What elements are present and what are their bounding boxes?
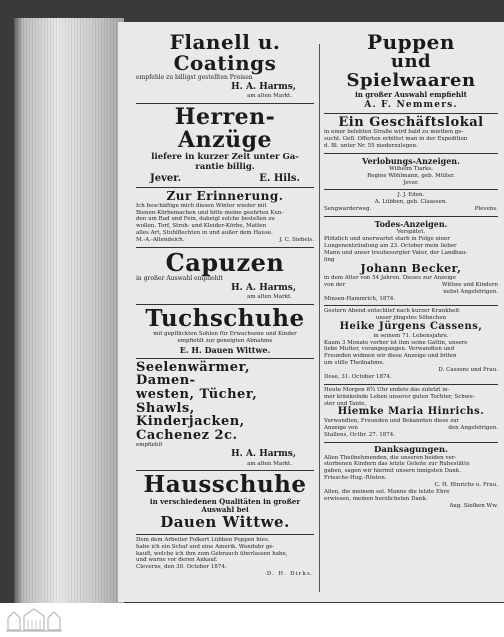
advertiser-name: C. H. Hinrichs u. Frau. [434, 482, 498, 489]
ad-text: Gestern Abend entschlief nach kurzer Krankheit [324, 308, 460, 315]
column-divider [319, 44, 320, 592]
ad-text: storbenen Kindern das letzte Geleite zur Ruhestätte [324, 461, 470, 468]
advertiser-name: J. C. Siebels. [279, 237, 314, 244]
ad-text: d. Bl. unter Nr. 55 niederzulegen. [324, 142, 418, 149]
ad-text: den Angehörigen. [448, 424, 498, 431]
ad-zur-erinnerung [136, 188, 314, 248]
ad-capuzen [136, 248, 314, 305]
right-column [324, 30, 498, 513]
ad-city: Jever. [150, 173, 182, 185]
advertiser-name: H. A. Harms, [231, 81, 296, 92]
ad-text: in seinem 71. Lebensjahre. [373, 332, 449, 339]
ad-flanell [136, 30, 314, 104]
ad-puppen [324, 30, 498, 114]
ad-text: Kaum 3 Monate vorher ist ihm seine Gattin, unsere [324, 339, 468, 346]
ad-text: in großer Auswahl empfiehlt [355, 89, 467, 99]
advertiser-name: H. A. Harms, [231, 282, 296, 293]
ad-text: rantie billig. [195, 162, 255, 173]
ad-text: und warne vor deren Ankauf. [136, 557, 218, 564]
advertiser-name: D. Cassens und Frau. [438, 367, 498, 374]
left-column [136, 30, 314, 581]
ad-title: und Spielwaaren [346, 51, 476, 91]
ad-text: in großer Auswahl empfiehlt [136, 275, 223, 283]
ad-text: Lungenentzündung am 23. October mein lieber [324, 242, 457, 249]
section-title: Todes-Anzeigen. [374, 219, 448, 230]
ad-title: Ein Geschäftslokal [338, 114, 484, 130]
ad-text: ling [324, 256, 335, 263]
ad-text: Wilhelm Tiarks. [389, 165, 433, 172]
deceased-name: Johann Becker, [360, 262, 462, 276]
ad-text: liefere in kurzer Zeit unter Ga- [151, 151, 299, 162]
ad-text: liebe Mutter, vorangegangen. Verwandten und [324, 346, 455, 353]
ad-text: kauft, welche ich ihm zum Gebrauch überlassen habe, [136, 550, 288, 557]
footer-strip [0, 603, 504, 637]
ad-title: Puppen [367, 30, 455, 54]
ad-tuchschuhe [136, 305, 314, 359]
ad-text: Verspätet. [396, 229, 426, 236]
ad-text: Bienen-Körbemachen und bitte meine geehrten Kun- [136, 209, 284, 216]
ad-text: von der [324, 281, 346, 288]
section-title: Verlobungs-Anzeigen. [362, 155, 460, 166]
ad-text: empfehle zu billigst gestellten Preisen [136, 74, 253, 81]
ad-text: mit gepflückten Sohlen für Erwachsene und Kinder [153, 330, 297, 337]
ad-todes-becker [324, 217, 498, 306]
library-logo-icon [4, 606, 64, 634]
ad-danksagungen [324, 443, 498, 513]
ad-place-date: Minsen-Hammrich, 1874. [324, 295, 396, 302]
ad-text: in einer belebten Straße wird bald zu miethen ge- [324, 129, 464, 136]
deceased-name: Hiemke Maria Hinrichs. [337, 406, 485, 418]
ad-text: alles Art, Stuhlflechten in und außer dem Hause. [136, 230, 273, 237]
ad-text: Jever. [403, 179, 419, 186]
ad-place: Friesche-Hug.-Rösten. [324, 475, 387, 482]
ad-date: Cleverns, den 30. October 1874. [136, 564, 227, 571]
ad-place-date: Stallens, Octbr. 27. 1874. [324, 431, 395, 438]
advertiser-name: Aug. Siefken Ww. [449, 502, 498, 509]
ad-text: Dem dem Arbeiter Folkert Lübben Poppen hies. [136, 536, 270, 543]
ad-text: Wittwe und Kindern [441, 281, 498, 288]
ad-text: um stille Theilnahme. [324, 360, 385, 367]
ad-todes-cassens [324, 306, 498, 384]
ad-text: Allen, die meinem sel. Manne die letzte Ehre [324, 488, 450, 495]
ad-title-line: westen, Tücher, Shawls, [136, 386, 258, 416]
advertiser-name: H. A. Harms, [231, 449, 296, 460]
advertiser-address: am alten Markt. [247, 293, 292, 300]
ad-geschaeftslokal [324, 114, 498, 154]
ad-title: Zur Erinnerung. [166, 189, 284, 204]
ad-text: Heute Morgen 8¾ Uhr endete das zuletzt in- [324, 386, 450, 393]
ad-text: Regine Wöhlmann, geb. Müller. [367, 172, 455, 179]
ad-text: den um Rad und Fein, dabeigl solche bestellen zu [136, 216, 275, 223]
advertiser-name: D. H. Dirks. [266, 571, 314, 578]
ad-title-line: Seelenwärmer, Damen- [136, 359, 251, 389]
ad-place: M.-A.-Altendeich. [136, 237, 185, 244]
deceased-name: Heike Jürgens Cassens, [339, 321, 483, 333]
ad-text: Auswahl bei [201, 505, 249, 515]
ad-place: Plevens. [474, 206, 498, 213]
ad-text: in verschiedenen Qualitäten in großer [149, 496, 301, 506]
ad-place-date: Dose, 31. October 1874. [324, 373, 392, 380]
ad-todes-hinrichs [324, 385, 498, 443]
ad-place: Sengwarderweg. [324, 206, 372, 213]
ad-text: Mann und unser treubesorgter Vater, der Landbau- [324, 249, 468, 256]
ad-schaf-warnung [136, 535, 314, 581]
ad-text: Allen Theilnehmenden, die unseren beiden ver- [324, 454, 457, 461]
ad-text: A. Lübben, geb. Claassen. [374, 199, 448, 206]
ad-text: nebst Angehörigen. [443, 288, 498, 295]
ad-text: sucht. Gefl. Offerten erbittet man in der Expedition [324, 136, 468, 143]
section-title: Danksagungen. [373, 444, 449, 455]
ad-text: unser jüngstes Söhnchen [375, 315, 447, 322]
ad-seelenwaermer [136, 359, 314, 472]
book-page-edges [14, 18, 124, 603]
advertiser-address: am alten Markt. [247, 460, 292, 467]
ad-text: ster und Tante, [324, 400, 367, 407]
ad-text: Ich beschäftige mich diesen Winter wieder mit [136, 202, 267, 209]
ad-eden [324, 190, 498, 217]
advertiser-name: A. F. Nemmers. [364, 99, 458, 110]
ad-title-line: Kinderjacken, Cachenez 2c. [136, 414, 245, 443]
ad-text: wollen. Torf, Stroh- und Kleider-Körbe, Matten [136, 223, 267, 230]
ad-text: empfiehlt zur geneigten Abnahme [177, 337, 273, 344]
ad-text: Freunden widmen wir diese Anzeige und bitten [324, 353, 457, 360]
ad-text: mer kränkelnde Leben unserer guten Tochter, Schwe- [324, 393, 475, 400]
ad-hausschuhe [136, 471, 314, 534]
advertiser-address: am alten Markt. [247, 92, 292, 99]
ad-text: Plötzlich und unerwartet starb in Folge einer [324, 235, 450, 242]
ad-title: Capuzen [165, 247, 285, 277]
ad-text: Anzeige von [324, 424, 358, 431]
ad-text: Verwandten, Freunden und Bekannten diese zur [324, 417, 460, 424]
advertiser-name: E. Hils. [259, 173, 300, 185]
ad-title: Flanell u. Coatings [169, 30, 281, 75]
ad-text: in dem Alter von 54 Jahren. Dieses zur Anzeige [324, 274, 456, 281]
advertiser-name: E. H. Dauen Wittwe. [179, 344, 271, 355]
ad-text: J. J. Eden. [397, 192, 425, 199]
ad-verlobung [324, 154, 498, 191]
ad-title: Hausschuhe [143, 471, 307, 499]
ad-text: erwiesen, meinen herzlichsten Dank. [324, 495, 428, 502]
ad-title: Tuchschuhe [145, 304, 305, 332]
ad-herren-anzuege [136, 104, 314, 188]
ad-text: empfiehlt [136, 442, 163, 449]
ad-text: habe ich ein Schaf und eine Amerik. Wandubr ge- [136, 543, 275, 550]
advertiser-name: Dauen Wittwe. [160, 513, 290, 532]
ad-text: gaben, sagen wir hiermit unsern innigsten Dank. [324, 468, 461, 475]
ad-title: Herren-Anzüge [174, 103, 276, 153]
